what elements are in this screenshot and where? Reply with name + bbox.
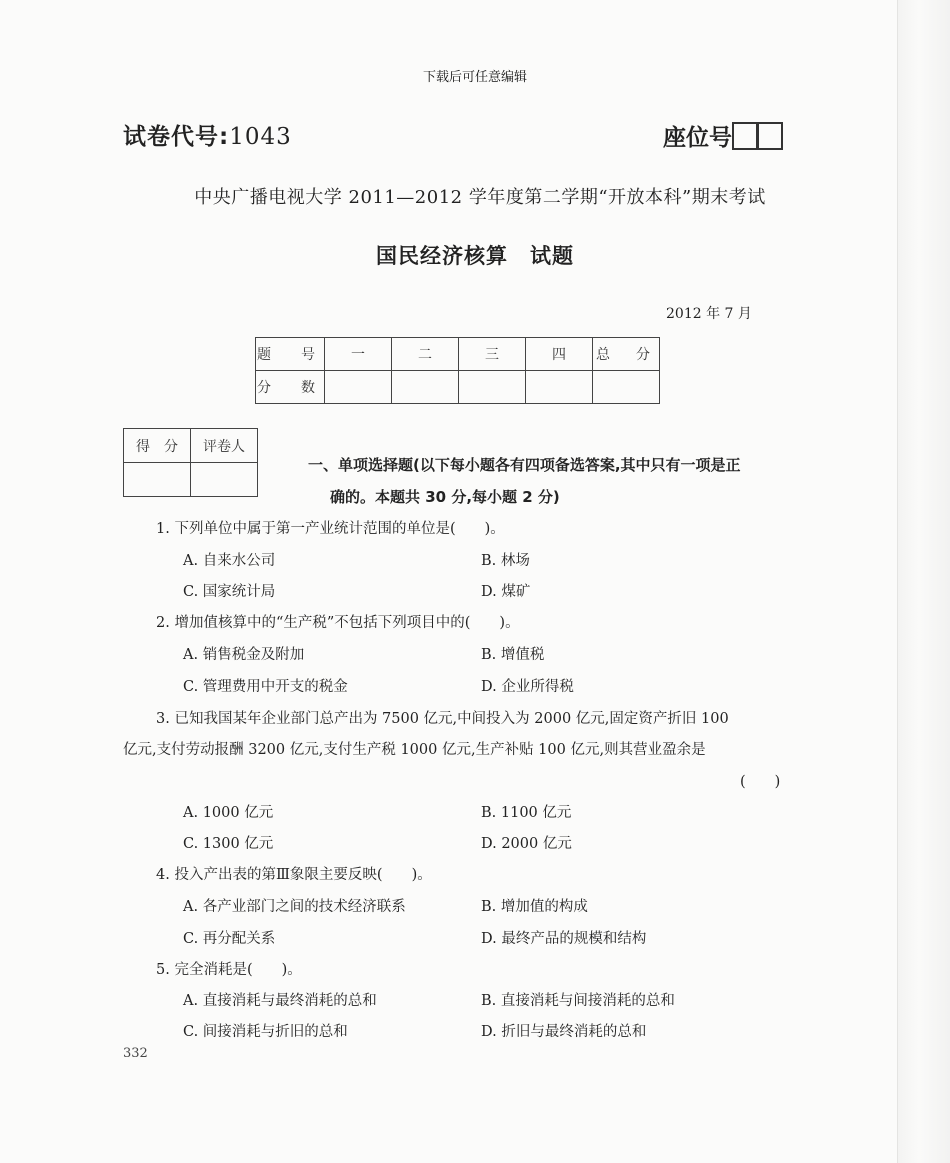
score-row-label: 分 数 xyxy=(256,371,325,404)
q1-option-b: B. 林场 xyxy=(481,553,530,569)
grader-score-label: 得 分 xyxy=(124,429,191,463)
seat-box-1 xyxy=(732,122,758,150)
q4-option-d: D. 最终产品的规模和结构 xyxy=(481,931,647,947)
section-heading-cont: 确的。本题共 30 分,每小题 2 分) xyxy=(330,488,560,506)
score-table-total: 总 分 xyxy=(593,338,660,371)
score-cell xyxy=(526,371,593,404)
q2-option-a: A. 销售税金及附加 xyxy=(183,647,305,663)
score-cell xyxy=(392,371,459,404)
question-3-stem-cont: 亿元,支付劳动报酬 3200 亿元,支付生产税 1000 亿元,生产补贴 100 亿元,则其营业盈余是 xyxy=(123,742,706,758)
q1-option-a: A. 自来水公司 xyxy=(183,553,276,569)
grader-name-label: 评卷人 xyxy=(191,429,258,463)
q5-option-a: A. 直接消耗与最终消耗的总和 xyxy=(183,993,377,1009)
q5-option-c: C. 间接消耗与折旧的总和 xyxy=(183,1024,348,1040)
paper-code-number: 1043 xyxy=(229,124,292,150)
seat-box-2 xyxy=(758,122,783,150)
question-3-bracket: ( ) xyxy=(740,774,781,790)
q3-option-a: A. 1000 亿元 xyxy=(183,805,274,821)
paper-code-label: 试卷代号: xyxy=(123,124,230,150)
header-note: 下载后可任意编辑 xyxy=(422,70,527,85)
score-table-col-1: 一 xyxy=(325,338,392,371)
score-table xyxy=(255,337,660,404)
grader-table xyxy=(123,428,258,497)
question-2-stem: 2. 增加值核算中的“生产税”不包括下列项目中的( )。 xyxy=(156,615,520,631)
score-table-score-row xyxy=(256,371,660,404)
exam-title: 中央广播电视大学 2011—2012 学年度第二学期“开放本科”期末考试 xyxy=(194,187,766,208)
score-cell xyxy=(459,371,526,404)
score-table-col-2: 二 xyxy=(392,338,459,371)
q3-option-b: B. 1100 亿元 xyxy=(481,805,572,821)
question-4-stem: 4. 投入产出表的第Ⅲ象限主要反映( )。 xyxy=(156,867,432,883)
q1-option-c: C. 国家统计局 xyxy=(183,584,276,600)
seat-label: 座位号 xyxy=(663,125,732,151)
score-table-col-4: 四 xyxy=(526,338,593,371)
q4-option-b: B. 增加值的构成 xyxy=(481,899,588,915)
grader-name-cell xyxy=(191,463,258,497)
question-5-stem: 5. 完全消耗是( )。 xyxy=(156,962,302,978)
score-cell xyxy=(325,371,392,404)
q5-option-b: B. 直接消耗与间接消耗的总和 xyxy=(481,993,675,1009)
grader-score-cell xyxy=(124,463,191,497)
seat-number xyxy=(663,119,783,152)
subject-title: 国民经济核算 试题 xyxy=(376,244,574,268)
q2-option-d: D. 企业所得税 xyxy=(481,679,574,695)
section-heading: 一、单项选择题(以下每小题各有四项备选答案,其中只有一项是正 xyxy=(308,456,741,474)
score-table-header: 题 号 xyxy=(256,338,325,371)
q2-option-b: B. 增值税 xyxy=(481,647,545,663)
question-3-stem: 3. 已知我国某年企业部门总产出为 7500 亿元,中间投入为 2000 亿元,固定资产折旧 100 xyxy=(156,711,729,727)
q1-option-d: D. 煤矿 xyxy=(481,584,531,600)
score-cell xyxy=(593,371,660,404)
score-table-header-row xyxy=(256,338,660,371)
q3-option-c: C. 1300 亿元 xyxy=(183,836,274,852)
page-edge xyxy=(897,0,950,1163)
question-1-stem: 1. 下列单位中属于第一产业统计范围的单位是( )。 xyxy=(156,521,505,537)
q5-option-d: D. 折旧与最终消耗的总和 xyxy=(481,1024,647,1040)
score-table-col-3: 三 xyxy=(459,338,526,371)
q4-option-c: C. 再分配关系 xyxy=(183,931,276,947)
paper-code xyxy=(123,118,292,151)
exam-date: 2012 年 7 月 xyxy=(666,306,752,322)
q3-option-d: D. 2000 亿元 xyxy=(481,836,572,852)
page-number: 332 xyxy=(123,1046,148,1061)
q2-option-c: C. 管理费用中开支的税金 xyxy=(183,679,348,695)
q4-option-a: A. 各产业部门之间的技术经济联系 xyxy=(183,899,406,915)
